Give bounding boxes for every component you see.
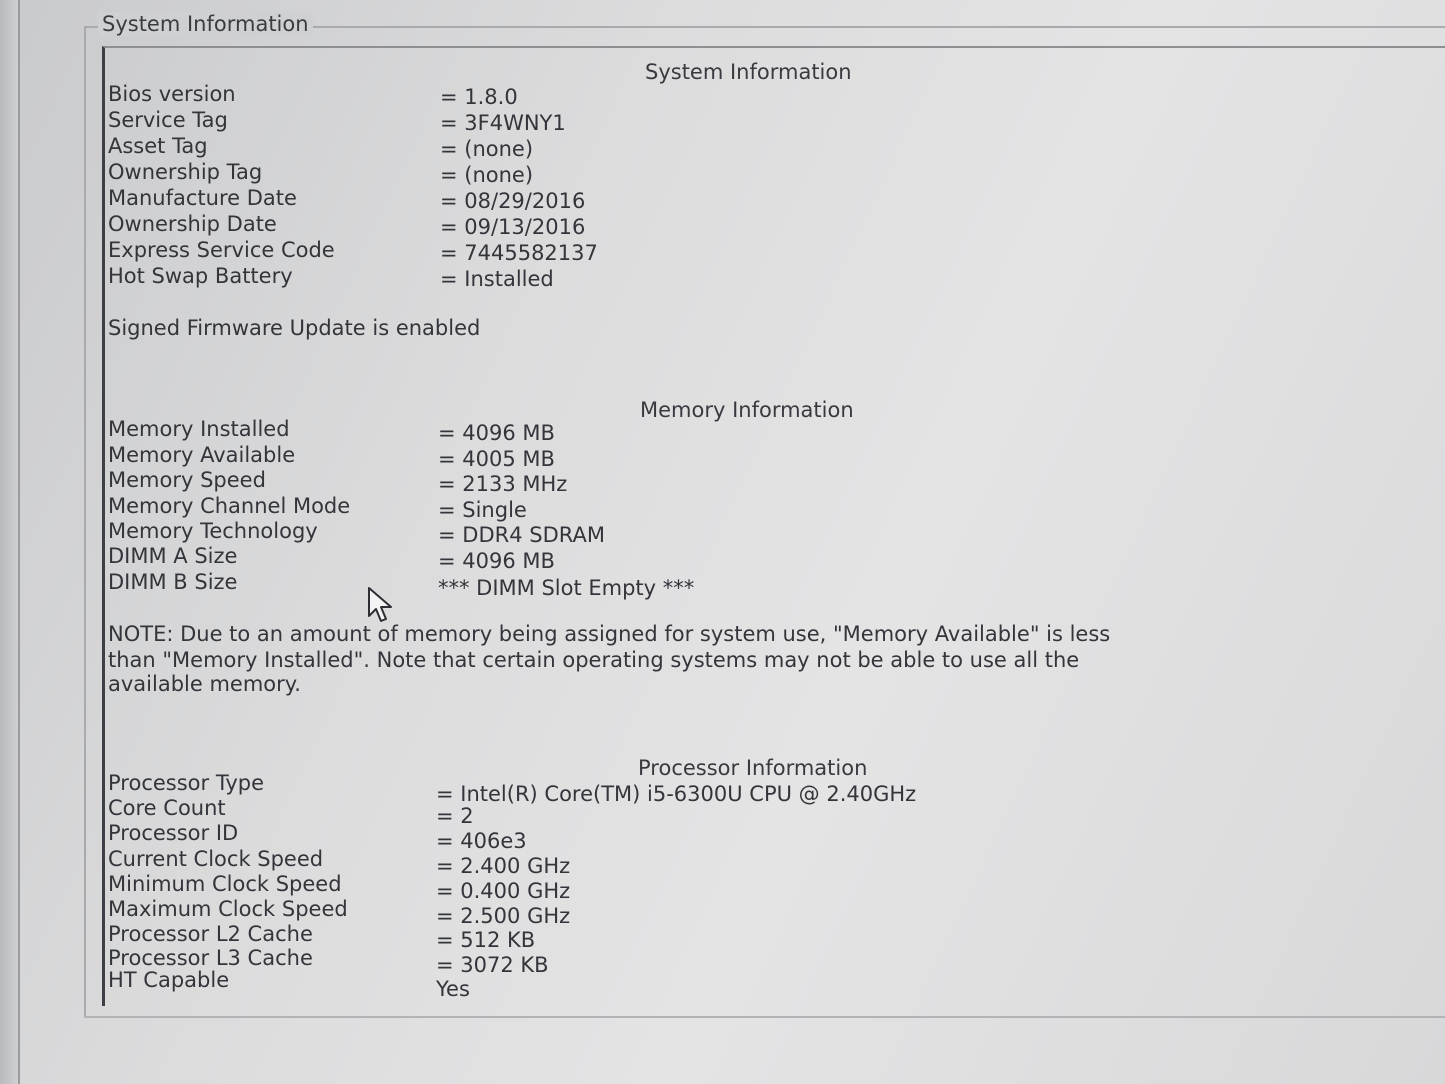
asset-tag-value: = (none) <box>440 137 534 161</box>
processor-id-value: = 406e3 <box>436 829 527 853</box>
memory-installed-value: = 4096 MB <box>438 421 555 445</box>
ownership-tag-label: Ownership Tag <box>108 160 263 184</box>
memory-technology-label: Memory Technology <box>108 519 318 543</box>
ht-capable-value: Yes <box>436 977 470 1001</box>
dimm-a-size-value: = 4096 MB <box>438 549 555 573</box>
system-section-title: System Information <box>645 60 852 84</box>
manufacture-date-label: Manufacture Date <box>108 186 297 210</box>
processor-l3-cache-label: Processor L3 Cache <box>108 946 313 970</box>
core-count-label: Core Count <box>108 796 226 820</box>
mouse-pointer-icon <box>367 586 397 626</box>
bios-version-value: = 1.8.0 <box>440 85 518 109</box>
memory-note-line-2: than "Memory Installed". Note that certain operating systems may not be able to use all the <box>108 648 1080 672</box>
left-frame-edge <box>0 0 20 1084</box>
dimm-b-size-value: *** DIMM Slot Empty *** <box>438 576 695 600</box>
memory-speed-label: Memory Speed <box>108 468 266 492</box>
service-tag-label: Service Tag <box>108 108 228 132</box>
manufacture-date-value: = 08/29/2016 <box>440 189 586 213</box>
ownership-date-label: Ownership Date <box>108 212 277 236</box>
groupbox-title: System Information <box>98 12 313 36</box>
processor-l2-cache-label: Processor L2 Cache <box>108 922 313 946</box>
memory-section-title: Memory Information <box>640 398 854 422</box>
maximum-clock-speed-label: Maximum Clock Speed <box>108 897 348 921</box>
memory-speed-value: = 2133 MHz <box>438 472 568 496</box>
processor-type-label: Processor Type <box>108 771 265 795</box>
memory-channel-mode-value: = Single <box>438 498 527 522</box>
memory-note-line-1: NOTE: Due to an amount of memory being assigned for system use, "Memory Available" is less <box>108 622 1111 646</box>
memory-note-line-3: available memory. <box>108 672 301 696</box>
dimm-b-size-label: DIMM B Size <box>108 570 238 594</box>
ownership-date-value: = 09/13/2016 <box>440 215 586 239</box>
processor-section-title: Processor Information <box>638 756 868 780</box>
groupbox-bottom-divider <box>84 1016 1445 1018</box>
minimum-clock-speed-label: Minimum Clock Speed <box>108 872 342 896</box>
express-service-code-value: = 7445582137 <box>440 241 598 265</box>
express-service-code-label: Express Service Code <box>108 238 335 262</box>
processor-type-value: = Intel(R) Core(TM) i5-6300U CPU @ 2.40GHz <box>436 782 917 806</box>
core-count-value: = 2 <box>436 804 474 828</box>
ownership-tag-value: = (none) <box>440 163 534 187</box>
processor-l2-cache-value: = 512 KB <box>436 928 536 952</box>
asset-tag-label: Asset Tag <box>108 134 208 158</box>
processor-id-label: Processor ID <box>108 821 239 845</box>
processor-l3-cache-value: = 3072 KB <box>436 953 549 977</box>
dimm-a-size-label: DIMM A Size <box>108 544 238 568</box>
hot-swap-battery-label: Hot Swap Battery <box>108 264 293 288</box>
memory-available-label: Memory Available <box>108 443 296 467</box>
hot-swap-battery-value: = Installed <box>440 267 554 291</box>
memory-available-value: = 4005 MB <box>438 447 555 471</box>
current-clock-speed-value: = 2.400 GHz <box>436 854 571 878</box>
memory-channel-mode-label: Memory Channel Mode <box>108 494 351 518</box>
maximum-clock-speed-value: = 2.500 GHz <box>436 904 571 928</box>
bios-version-label: Bios version <box>108 82 236 106</box>
ht-capable-label: HT Capable <box>108 968 230 992</box>
minimum-clock-speed-value: = 0.400 GHz <box>436 879 571 903</box>
current-clock-speed-label: Current Clock Speed <box>108 847 324 871</box>
service-tag-value: = 3F4WNY1 <box>440 111 566 135</box>
memory-installed-label: Memory Installed <box>108 417 290 441</box>
firmware-update-note: Signed Firmware Update is enabled <box>108 316 481 340</box>
memory-technology-value: = DDR4 SDRAM <box>438 523 605 547</box>
